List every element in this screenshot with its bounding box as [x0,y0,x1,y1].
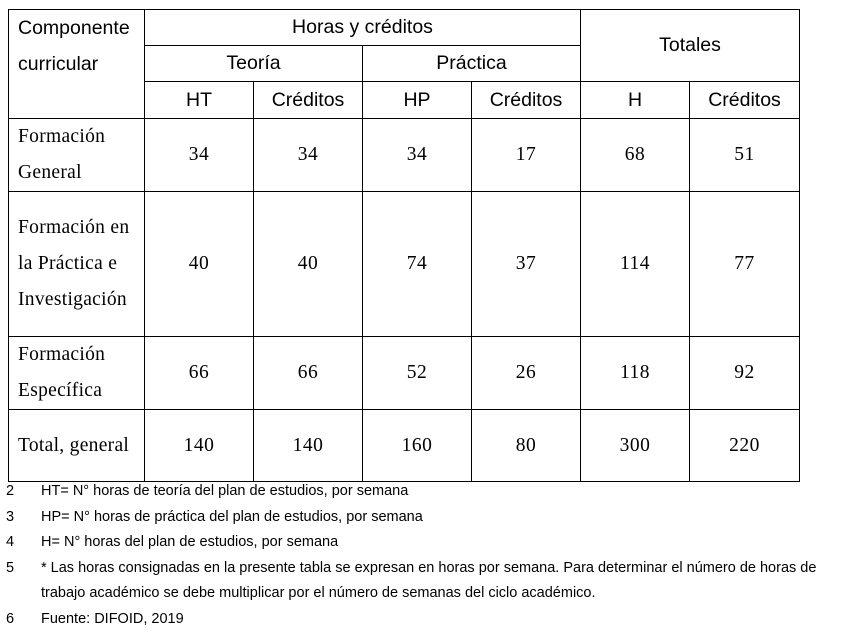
footnote-text: HP= N° horas de práctica del plan de estudios, por semana [41,509,423,525]
table-cell: 34 [363,119,472,192]
table-cell: 140 [145,410,254,482]
footnote-number: 3 [6,505,14,531]
table-cell: 68 [581,119,690,192]
table-row [9,119,800,192]
footnote [6,530,856,556]
table-cell: 220 [690,410,800,482]
table-cell: 17 [472,119,581,192]
footnote-number: 5 [6,556,14,582]
table-cell: 37 [472,192,581,337]
table-cell: 52 [363,337,472,410]
theory-header: Teoría [145,46,363,82]
table-cell: 92 [690,337,800,410]
footnote [6,556,856,607]
table-cell: 66 [254,337,363,410]
table-cell: 140 [254,410,363,482]
column-header-theory-credits: Créditos [254,82,363,119]
table-cell: 34 [145,119,254,192]
credits-table [8,9,800,482]
row-label: Formación General [9,119,145,192]
footnotes [6,479,856,632]
table-cell: 40 [145,192,254,337]
table-cell: 74 [363,192,472,337]
column-header-ht: HT [145,82,254,119]
table-cell: 80 [472,410,581,482]
table-row [9,410,800,482]
component-header: Componente curricular [9,10,145,119]
footnote-text: * Las horas consignadas en la presente tabla se expresan en horas por semana. Para determinar el número de horas de trabajo académico se debe multiplicar por el número de semanas del ciclo académico. [41,560,816,602]
table-cell: 114 [581,192,690,337]
table-cell: 26 [472,337,581,410]
row-label: Formación en la Práctica e Investigación [9,192,145,337]
hours-credits-header: Horas y créditos [145,10,581,46]
footnote-text: H= N° horas del plan de estudios, por semana [41,534,338,550]
footnote [6,505,856,531]
row-label: Total, general [9,410,145,482]
table-cell: 34 [254,119,363,192]
table-cell: 51 [690,119,800,192]
table-cell: 66 [145,337,254,410]
column-header-hp: HP [363,82,472,119]
footnote-text: Fuente: DIFOID, 2019 [41,611,184,627]
footnote [6,479,856,505]
table-cell: 300 [581,410,690,482]
table-cell: 40 [254,192,363,337]
footnote-text: HT= N° horas de teoría del plan de estudios, por semana [41,483,408,499]
footnote [6,607,856,632]
footnote-number: 2 [6,479,14,505]
totals-header: Totales [581,10,800,82]
table-row [9,192,800,337]
row-label: Formación Específica [9,337,145,410]
footnote-number: 6 [6,607,14,632]
column-header-practice-credits: Créditos [472,82,581,119]
column-header-total-credits: Créditos [690,82,800,119]
table-row [9,337,800,410]
table-cell: 77 [690,192,800,337]
table-cell: 160 [363,410,472,482]
table-cell: 118 [581,337,690,410]
practice-header: Práctica [363,46,581,82]
column-header-h: H [581,82,690,119]
footnote-number: 4 [6,530,14,556]
